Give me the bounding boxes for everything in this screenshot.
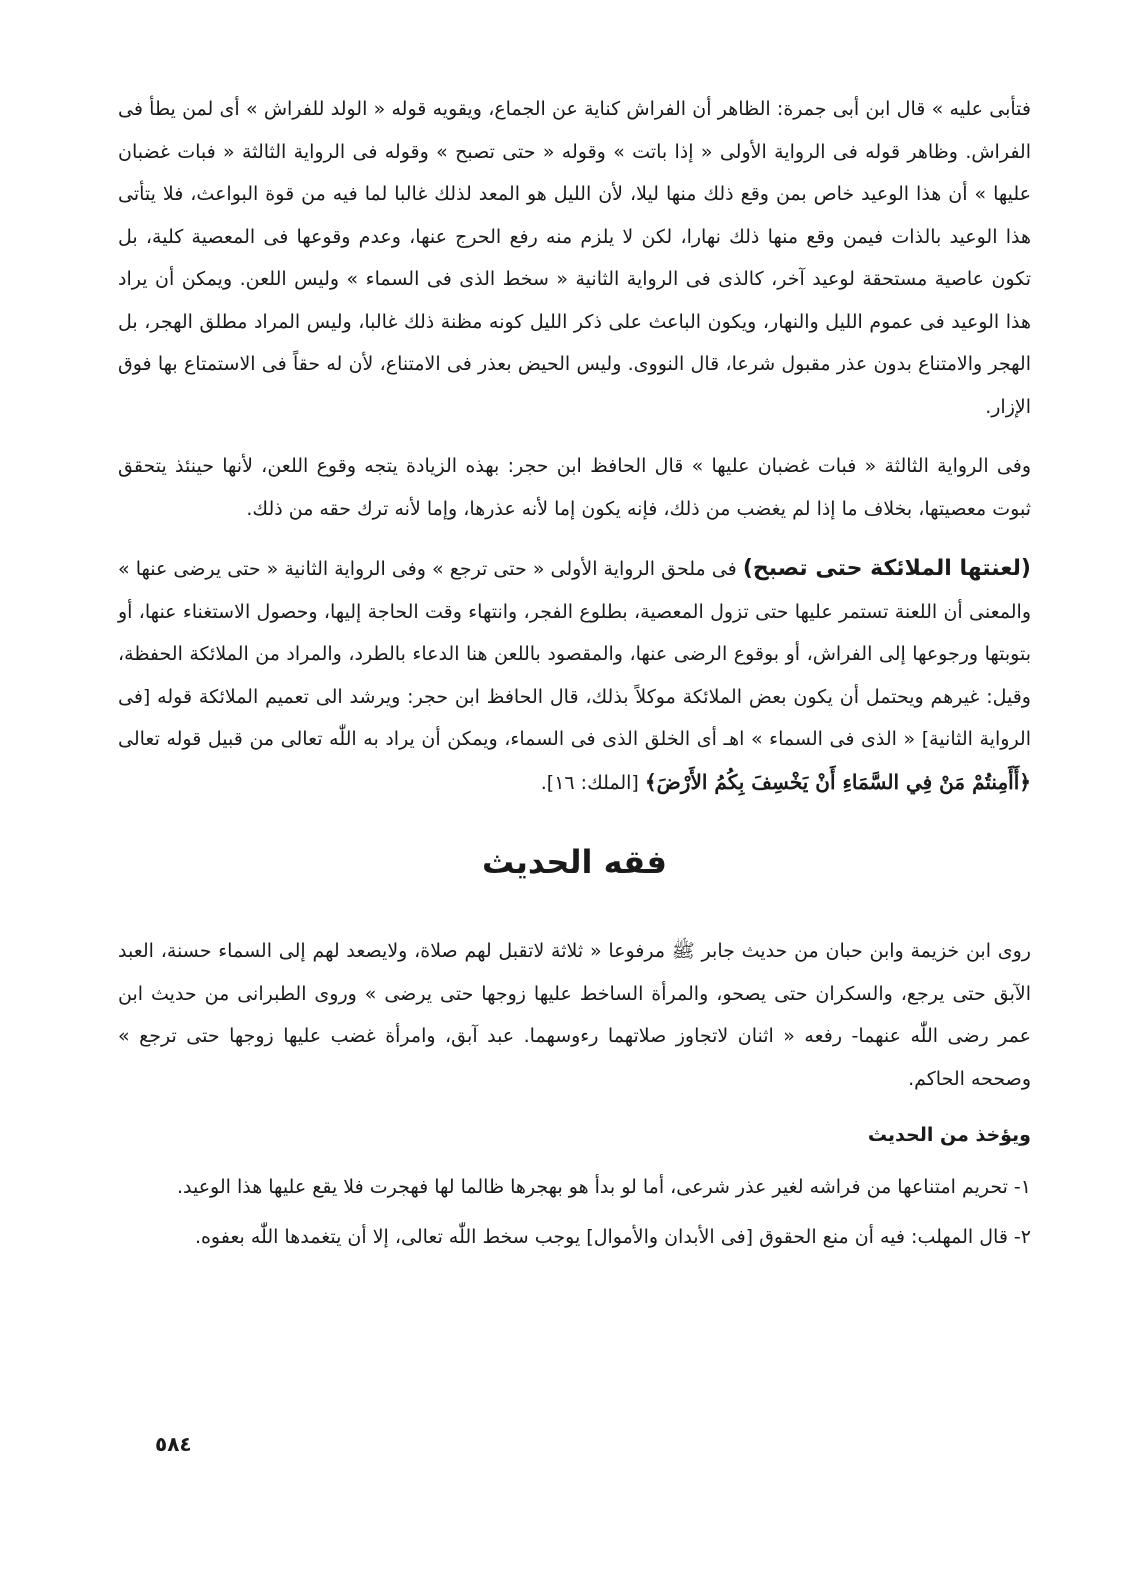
list-item bbox=[118, 1167, 1031, 1207]
lemma-explanation: فى ملحق الرواية الأولى « حتى ترجع » وفى الرواية الثانية « حتى يرضى عنها » والمعنى أن اللعنة تستمر عليها حتى تزول المعصية، بطلوع الفجر، وانتهاء وقت الحاجة إليها، وحصول الاستغناء عنها، أو بتوبتها ورجوعها إلى الفراش، أو بوقوع الرضى عنها، والمقصود باللعن هنا الدعاء بالطرد، والمراد من الملائكة الحفظة، وقيل: غيرهم ويحتمل أن يكون بعض الملائكة موكلاً بذلك، قال الحافظ ابن حجر: ويرشد الى تعميم الملائكة قوله [فى الرواية الثانية] « الذى فى السماء » اهـ أى الخلق الذى فى السماء، ويمكن أن يراد به اللّٰه تعالى من قبيل قوله تعالى bbox=[118, 558, 1031, 750]
section-title: فقه الحديث bbox=[482, 843, 667, 881]
quran-verse: ﴿أَأَمِنتُمْ مَنْ فِي السَّمَاءِ أَنْ يَخْسِفَ بِكُمُ الأَرْضَ﴾ bbox=[644, 769, 1031, 794]
list-item-text: قال المهلب: فيه أن منع الحقوق [فى الأبدان والأموال] يوجب سخط اللّٰه تعالى، إلا أن يتغمدها اللّٰه بعفوه. bbox=[194, 1226, 1008, 1248]
paragraph-commentary-3 bbox=[118, 548, 1031, 804]
section-subheading: ويؤخذ من الحديث bbox=[867, 1124, 1031, 1146]
section-intro-paragraph: روى ابن خزيمة وابن حبان من حديث جابر ﷺ مرفوعا « ثلاثة لاتقبل لهم صلاة، ولايصعد لهم إلى السماء حسنة، العبد الآبق حتى يرجع، والسكران حتى يصحو، والمرأة الساخط عليها زوجها حتى يرضى » وروى الطبرانى من حديث ابن عمر رضى اللّٰه عنهما- رفعه « اثنان لاتجاوز صلاتهما رءوسهما. عبد آبق، وامرأة غضب عليها زوجها حتى ترجع » وصححه الحاكم. bbox=[118, 940, 1031, 1090]
list-item-text: تحريم امتناعها من فراشه لغير عذر شرعى، أما لو بدأ هو بهجرها ظالما لها فهجرت فلا يقع عليها هذا الوعيد. bbox=[176, 1176, 1008, 1198]
paragraph-commentary-1: فتأبى عليه » قال ابن أبى جمرة: الظاهر أن الفراش كناية عن الجماع، ويقويه قوله « الولد للفراش » أى لمن يطأ فى الفراش. وظاهر قوله فى الرواية الأولى « إذا باتت » وقوله « حتى تصبح » وقوله فى الرواية الثالثة « فبات غضبان عليها » أن هذا الوعيد خاص بمن وقع ذلك منها ليلا، لأن الليل هو المعد لذلك غالبا لما فيه من قوة البواعث، فلا يتأتى هذا الوعيد بالذات فيمن وقع منها ذلك نهارا، لكن لا يلزم منه رفع الحرج عنها، وعدم وقوعها فى المعصية كلية، بل تكون عاصية مستحقة لوعيد آخر، كالذى فى الرواية الثانية « سخط الذى فى السماء » وليس اللعن. ويمكن أن يراد هذا الوعيد فى عموم الليل والنهار، ويكون الباعث على ذكر الليل كونه مظنة ذلك غالبا، وليس المراد مطلق الهجر، بل الهجر والامتناع بدون عذر مقبول شرعا، قال النووى. وليس الحيض بعذر فى الامتناع، لأن له حقاً فى الاستمتاع بها فوق الإزار. bbox=[118, 98, 1031, 418]
lemma-heading: (لعنتها الملائكة حتى تصبح) bbox=[742, 556, 1031, 581]
list-item bbox=[118, 1217, 1031, 1257]
page-number: ٥٨٤ bbox=[155, 1432, 192, 1456]
quran-reference: [الملك: ١٦]. bbox=[540, 771, 639, 794]
list-item-number: ٢- bbox=[1013, 1226, 1031, 1248]
paragraph-commentary-2: وفى الرواية الثالثة « فبات غضبان عليها » قال الحافظ ابن حجر: بهذه الزيادة يتجه وقوع اللعن، لأنها حينئذ يتحقق ثبوت معصيتها، بخلاف ما إذا لم يغضب من ذلك، فإنه يكون إما لأنه عذرها، وإما لأنه ترك حقه من ذلك. bbox=[118, 455, 1031, 520]
list-item-number: ١- bbox=[1013, 1176, 1031, 1198]
